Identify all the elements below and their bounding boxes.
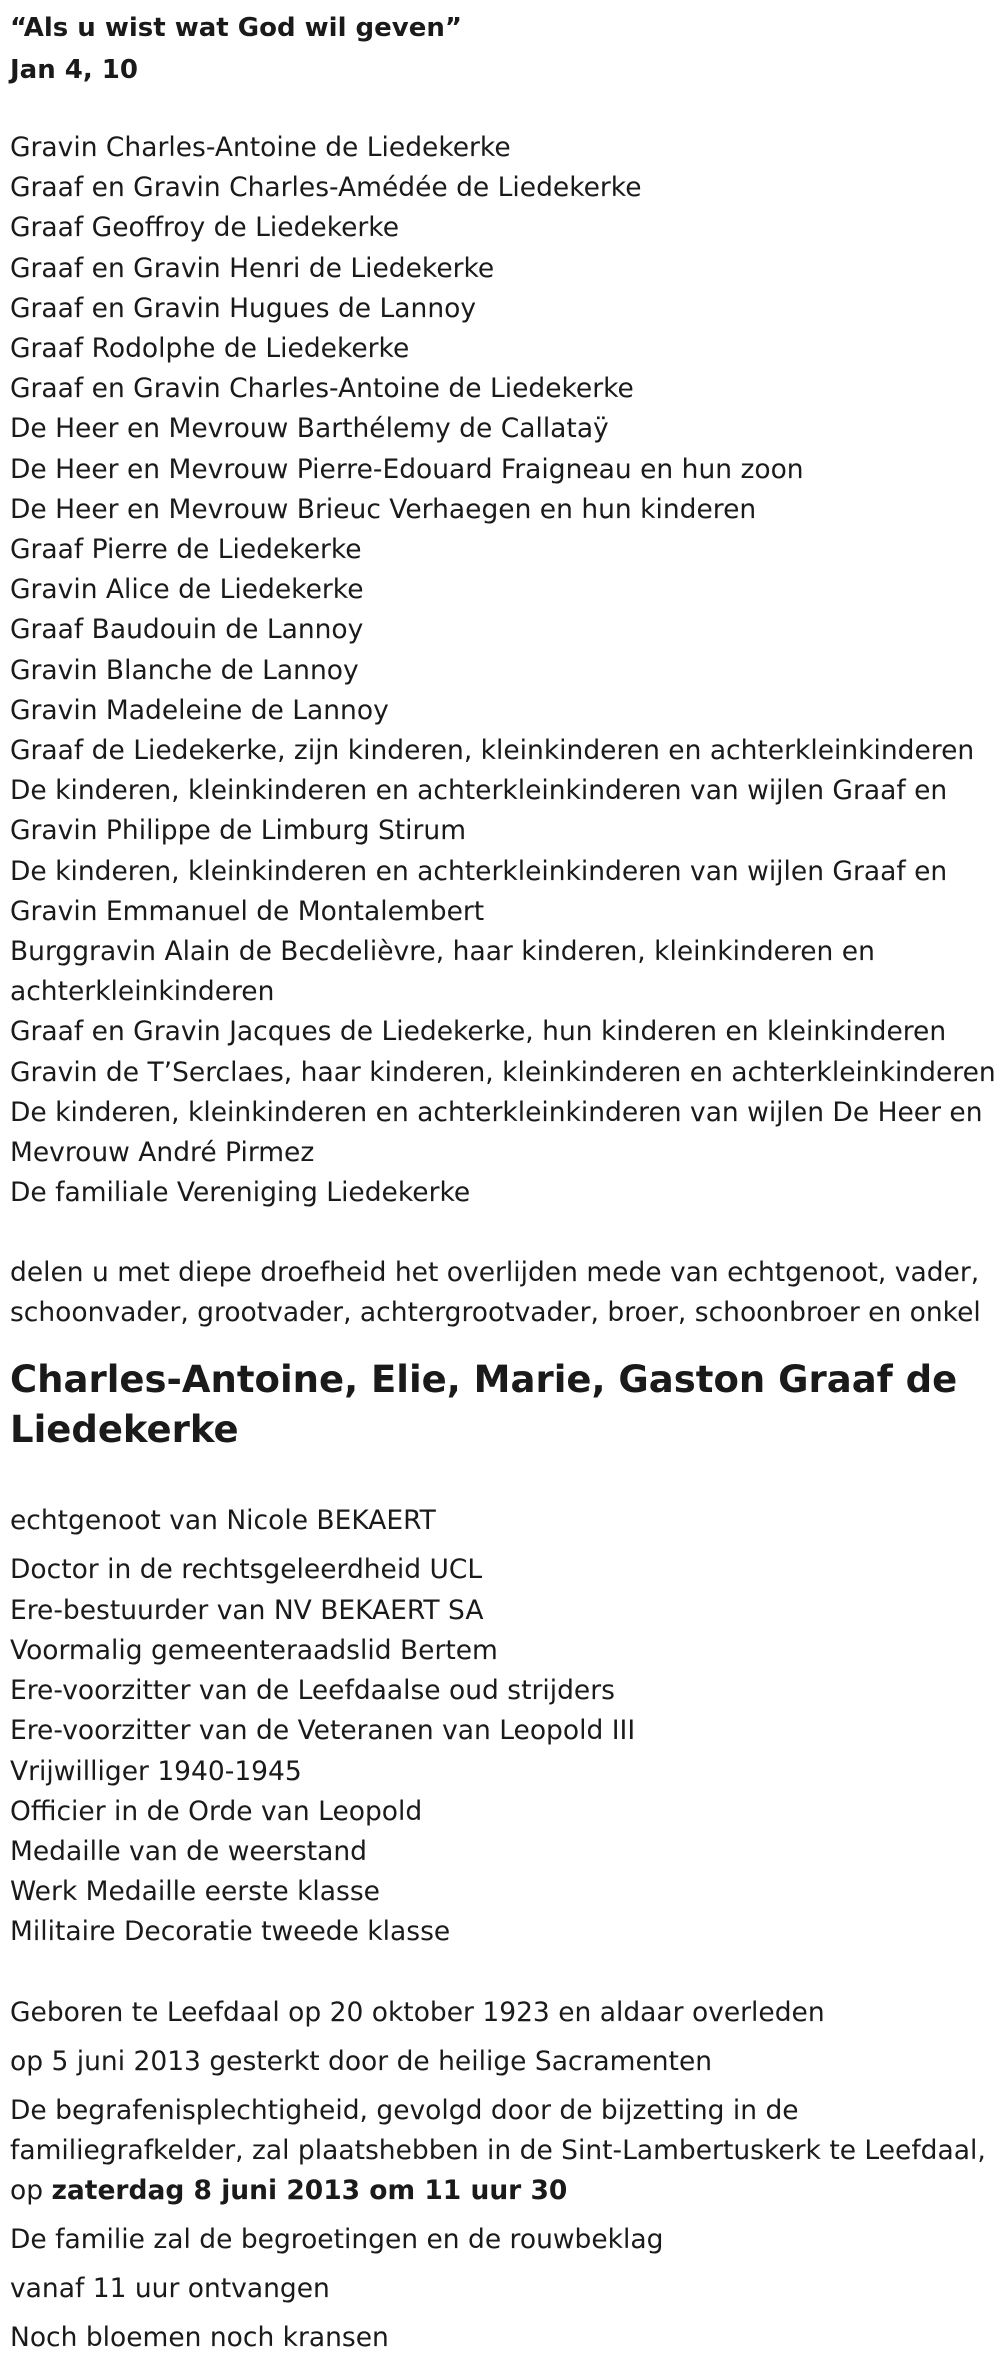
title-item: Militaire Decoratie tweede klasse xyxy=(10,1916,451,1948)
mourner-item: Gravin Madeleine de Lannoy xyxy=(10,694,389,726)
titles-list xyxy=(10,1550,1000,1952)
mourner-item: Graaf en Gravin Charles-Antoine de Liedekerke xyxy=(10,373,634,405)
deceased-name xyxy=(10,1355,1000,1455)
bible-quote: “Als u wist wat God wil geven” xyxy=(10,13,462,43)
scripture-reference: Jan 4, 10 xyxy=(10,55,138,85)
mourner-item: achterkleinkinderen xyxy=(10,976,275,1008)
mourner-item: Gravin Emmanuel de Montalembert xyxy=(10,895,485,927)
title-item: Ere-voorzitter van de Leefdaalse oud strijders xyxy=(10,1675,615,1707)
mourner-item: Gravin Philippe de Limburg Stirum xyxy=(10,815,467,847)
condolences-time: vanaf 11 uur ontvangen xyxy=(10,2272,330,2304)
mourner-item: Graaf Baudouin de Lannoy xyxy=(10,614,364,646)
mourner-item: Gravin Blanche de Lannoy xyxy=(10,654,359,686)
mourner-item: Graaf en Gravin Jacques de Liedekerke, hun kinderen en kleinkinderen xyxy=(10,1016,947,1048)
title-item: Doctor in de rechtsgeleerdheid UCL xyxy=(10,1554,483,1586)
announcement-text xyxy=(10,1253,1000,1333)
mourner-item: De Heer en Mevrouw Barthélemy de Callataÿ xyxy=(10,413,609,445)
mourners-list xyxy=(10,128,1000,1213)
mourner-item: Graaf en Gravin Hugues de Lannoy xyxy=(10,292,477,324)
mourner-item: De kinderen, kleinkinderen en achterkleinkinderen van wijlen Graaf en xyxy=(10,775,948,807)
mourner-item: Mevrouw André Pirmez xyxy=(10,1137,315,1169)
birth-line: Geboren te Leefdaal op 20 oktober 1923 en aldaar overleden xyxy=(10,1996,825,2028)
mourner-item: De kinderen, kleinkinderen en achterkleinkinderen van wijlen Graaf en xyxy=(10,855,948,887)
mourner-item: Gravin Charles-Antoine de Liedekerke xyxy=(10,132,511,163)
title-item: Ere-bestuurder van NV BEKAERT SA xyxy=(10,1594,484,1626)
title-item: Werk Medaille eerste klasse xyxy=(10,1876,380,1908)
mourner-item: De Heer en Mevrouw Brieuc Verhaegen en hun kinderen xyxy=(10,493,757,525)
title-item: Voormalig gemeenteraadslid Bertem xyxy=(10,1634,498,1666)
mourner-item: Graaf de Liedekerke, zijn kinderen, kleinkinderen en achterkleinkinderen xyxy=(10,735,975,767)
mourner-item: Graaf Geoffroy de Liedekerke xyxy=(10,212,400,244)
funeral-date-prefix: op xyxy=(10,2174,52,2206)
title-item: Officier in de Orde van Leopold xyxy=(10,1795,423,1827)
mourner-item: Gravin Alice de Liedekerke xyxy=(10,574,364,606)
funeral-date-line xyxy=(10,2171,1000,2211)
announcement-line: schoonvader, grootvader, achtergrootvader, broer, schoonbroer en onkel xyxy=(10,1297,981,1329)
mourner-item: Burggravin Alain de Becdelièvre, haar kinderen, kleinkinderen en xyxy=(10,936,875,968)
title-item: Ere-voorzitter van de Veteranen van Leopold III xyxy=(10,1715,636,1747)
funeral-details xyxy=(10,1993,1000,2358)
mourner-item: De Heer en Mevrouw Pierre-Edouard Fraigneau en hun zoon xyxy=(10,453,804,485)
funeral-date: zaterdag 8 juni 2013 om 11 uur 30 xyxy=(51,2174,568,2206)
condolences-line: De familie zal de begroetingen en de rouwbeklag xyxy=(10,2223,664,2255)
mourner-item: Graaf Pierre de Liedekerke xyxy=(10,534,362,566)
death-line: op 5 juni 2013 gesterkt door de heilige Sacramenten xyxy=(10,2045,713,2077)
mourner-item: Graaf en Gravin Charles-Amédée de Liedekerke xyxy=(10,172,642,204)
mourner-item: Graaf en Gravin Henri de Liedekerke xyxy=(10,252,495,284)
mourner-item: Gravin de T’Serclaes, haar kinderen, kleinkinderen en achterkleinkinderen xyxy=(10,1056,996,1088)
funeral-line: De begrafenisplechtigheid, gevolgd door de bijzetting in de xyxy=(10,2094,799,2126)
funeral-announcement xyxy=(10,2091,1000,2211)
deceased-name-line: Charles-Antoine, Elie, Marie, Gaston Graaf de xyxy=(10,1358,958,1402)
mourner-item: De kinderen, kleinkinderen en achterkleinkinderen van wijlen De Heer en xyxy=(10,1096,983,1128)
flowers-line: Noch bloemen noch kransen xyxy=(10,2321,389,2353)
funeral-line: familiegrafkelder, zal plaatshebben in de Sint-Lambertuskerk te Leefdaal, xyxy=(10,2134,986,2166)
title-item: Vrijwilliger 1940-1945 xyxy=(10,1755,302,1787)
announcement-line: delen u met diepe droefheid het overlijden mede van echtgenoot, vader, xyxy=(10,1257,980,1289)
mourner-item: De familiale Vereniging Liedekerke xyxy=(10,1177,471,1209)
mourner-item: Graaf Rodolphe de Liedekerke xyxy=(10,333,410,365)
spouse-line: echtgenoot van Nicole BEKAERT xyxy=(10,1505,436,1537)
deceased-name-line: Liedekerke xyxy=(10,1408,239,1452)
title-item: Medaille van de weerstand xyxy=(10,1835,367,1867)
